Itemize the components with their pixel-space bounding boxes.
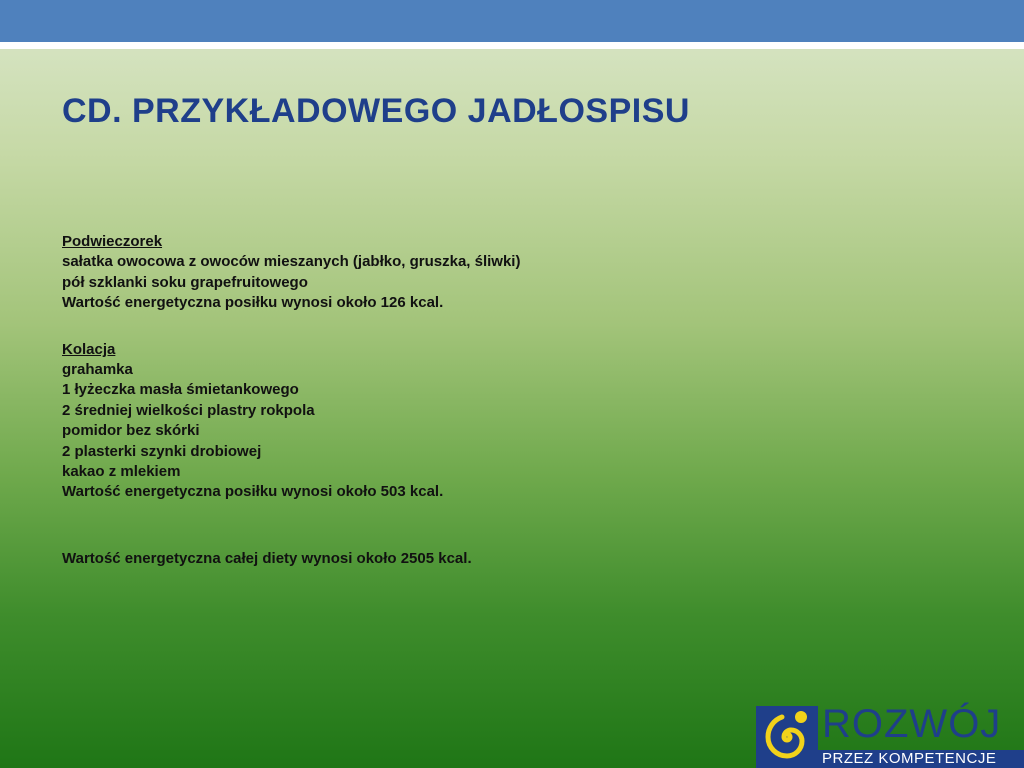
spiral-sun-icon bbox=[756, 706, 818, 768]
menu-item: kakao z mlekiem bbox=[62, 463, 181, 481]
energy-value: Wartość energetyczna posiłku wynosi około 126 kcal. bbox=[62, 294, 444, 312]
logo-mark bbox=[756, 706, 818, 768]
slide-title: CD. PRZYKŁADOWEGO JADŁOSPISU bbox=[62, 92, 690, 130]
logo-tagline: PRZEZ KOMPETENCJE bbox=[818, 750, 1024, 768]
menu-item: pół szklanki soku grapefruitowego bbox=[62, 273, 308, 291]
slide-content bbox=[62, 232, 762, 569]
menu-item: pomidor bez skórki bbox=[62, 422, 200, 440]
menu-item: 2 średniej wielkości plastry rokpola bbox=[62, 401, 315, 419]
section-kolacja bbox=[62, 340, 762, 503]
diet-total-summary: Wartość energetyczna całej diety wynosi około 2505 kcal. bbox=[62, 549, 472, 567]
header-divider bbox=[0, 42, 1024, 49]
section-podwieczorek bbox=[62, 232, 762, 314]
header-bar bbox=[0, 0, 1024, 42]
rozwoj-logo bbox=[756, 700, 1024, 768]
energy-value: Wartość energetyczna posiłku wynosi około 503 kcal. bbox=[62, 483, 444, 501]
menu-item: sałatka owocowa z owoców mieszanych (jabłko, gruszka, śliwki) bbox=[62, 253, 521, 271]
menu-item: 1 łyżeczka masła śmietankowego bbox=[62, 381, 299, 399]
section-heading: Podwieczorek bbox=[62, 233, 163, 250]
section-heading: Kolacja bbox=[62, 340, 116, 358]
menu-item: 2 plasterki szynki drobiowej bbox=[62, 442, 262, 460]
menu-item: grahamka bbox=[62, 361, 133, 379]
logo-wordmark: ROZWÓJ bbox=[822, 702, 1002, 746]
